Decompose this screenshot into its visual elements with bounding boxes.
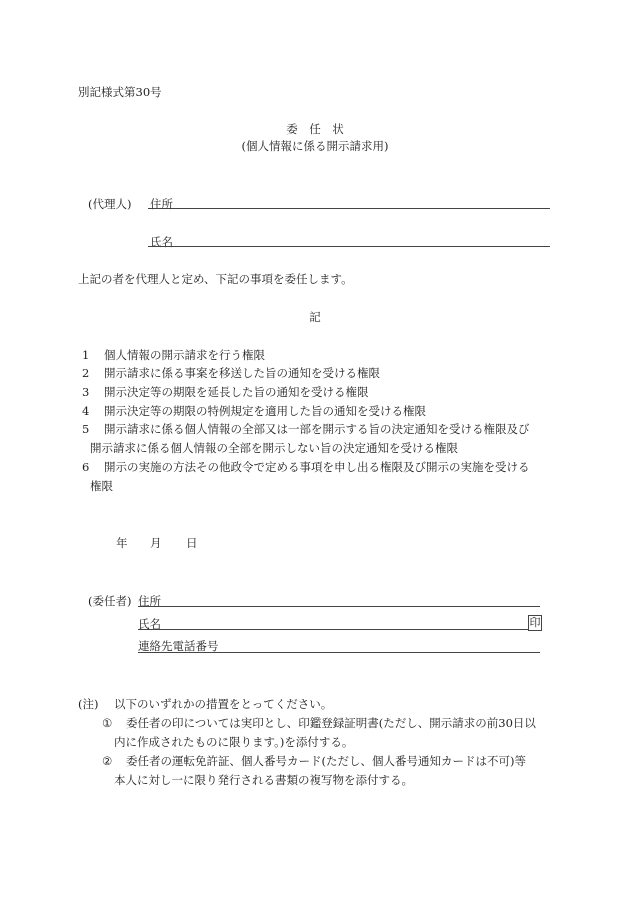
item-text: 開示の実施の方法その他政令で定める事項を申し出る権限及び開示の実施を受ける (104, 460, 530, 474)
list-item (82, 384, 369, 400)
agent-name-label: 氏名 (150, 235, 173, 249)
document-title: 委 任 状 (286, 122, 344, 136)
list-item (82, 347, 265, 363)
note-intro: 以下のいずれかの措置をとってください。 (114, 697, 333, 711)
note-2-mark: ② (102, 754, 113, 768)
list-item (82, 365, 380, 381)
item-number: 1 (82, 348, 90, 362)
item-text: 開示決定等の期限の特例規定を適用した旨の通知を受ける権限 (104, 404, 426, 418)
form-number: 別記様式第30号 (78, 85, 162, 99)
delegator-address-field[interactable] (138, 606, 540, 607)
document-subtitle: (個人情報に係る開示請求用) (241, 139, 389, 153)
date-month: 月 (150, 536, 162, 550)
date-day: 日 (186, 536, 198, 550)
item-text: 開示決定等の期限を延長した旨の通知を受ける権限 (104, 385, 369, 399)
item-number: 4 (82, 404, 90, 418)
note-label: (注) (78, 697, 99, 711)
delegator-phone-field[interactable] (138, 652, 540, 653)
list-item (82, 421, 530, 437)
item-text: 開示請求に係る事案を移送した旨の通知を受ける権限 (104, 366, 380, 380)
list-item (82, 403, 426, 419)
item-text: 個人情報の開示請求を行う権限 (104, 348, 265, 362)
list-item (82, 459, 530, 475)
item-text: 開示請求に係る個人情報の全部又は一部を開示する旨の決定通知を受ける権限及び (104, 422, 530, 436)
note-1-mark: ① (102, 716, 113, 730)
delegator-address-label: 住所 (138, 594, 161, 608)
seal-mark: 印 (529, 616, 541, 629)
item-continuation: 開示請求に係る個人情報の全部を開示しない旨の決定通知を受ける権限 (90, 441, 458, 455)
item-continuation: 権限 (90, 479, 113, 493)
agent-name-field[interactable] (148, 246, 550, 247)
agent-address-field[interactable] (148, 208, 550, 209)
agent-label: (代理人) (88, 197, 132, 211)
date-year: 年 (116, 536, 128, 550)
item-number: 3 (82, 385, 90, 399)
delegator-name-label: 氏名 (138, 617, 161, 631)
agent-address-label: 住所 (150, 197, 173, 211)
delegator-phone-label: 連絡先電話番号 (138, 639, 219, 653)
delegator-label: (委任者) (88, 594, 132, 608)
item-number: 5 (82, 422, 90, 436)
ki-heading: 記 (309, 310, 321, 324)
note-1-line-2: 内に作成されたものに限ります。)を添付する。 (114, 735, 354, 749)
delegation-statement: 上記の者を代理人と定め、下記の事項を委任します。 (78, 272, 353, 286)
delegator-name-field[interactable] (138, 629, 528, 630)
item-number: 6 (82, 460, 90, 474)
item-number: 2 (82, 366, 90, 380)
note-2-line-2: 本人に対し一に限り発行される書類の複写物を添付する。 (114, 773, 413, 787)
note-1-line-1: 委任者の印については実印とし、印鑑登録証明書(ただし、開示請求の前30日以 (126, 716, 536, 730)
note-2-line-1: 委任者の運転免許証、個人番号カード(ただし、個人番号通知カードは不可)等 (126, 754, 526, 768)
